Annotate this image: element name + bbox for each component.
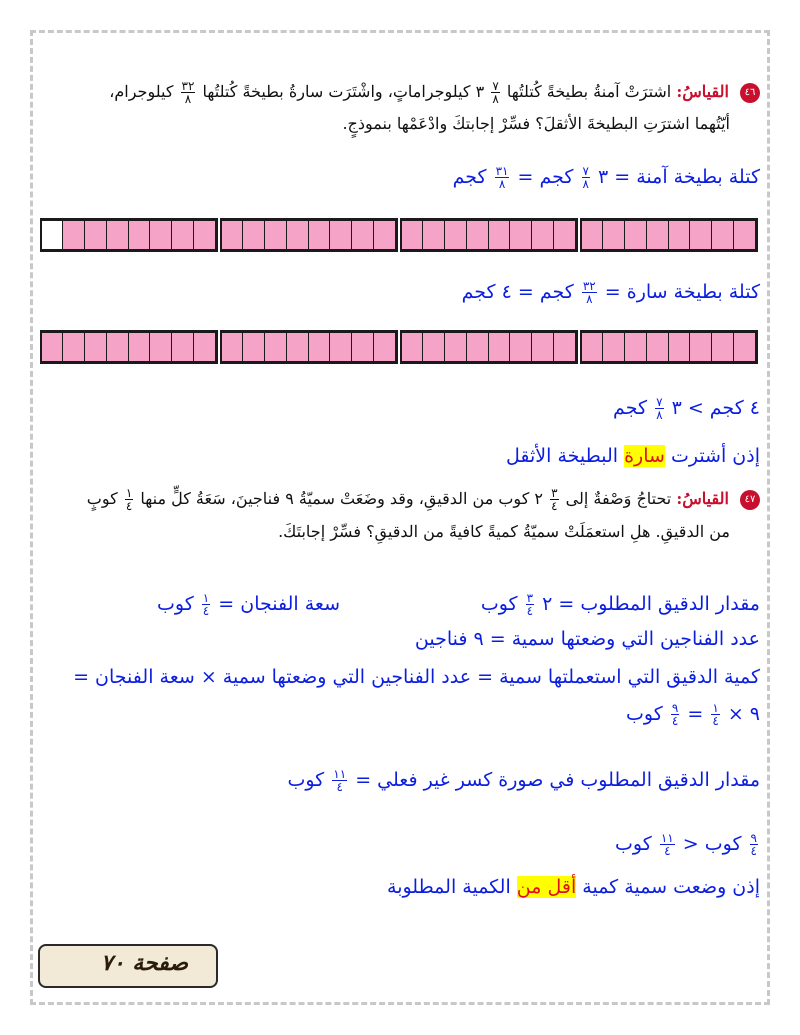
eighth-cell xyxy=(41,332,64,362)
eighth-cell xyxy=(84,220,107,250)
eighth-cell xyxy=(264,332,287,362)
amna-mass-line: كتلة بطيخة آمنة = ٣ $\frac{٧}{٨}$ كجم = $\frac{٣١}{٨}$ كجم xyxy=(452,164,760,191)
eighth-cell xyxy=(733,220,756,250)
eighth-cell xyxy=(84,332,107,362)
problem-46-line1b: ٣ كيلوجراماتٍ، واشْتَرَت سارةُ بطيخةً كُتلتُها xyxy=(202,82,485,101)
eighth-cell xyxy=(466,220,489,250)
page-number-tag xyxy=(38,944,218,988)
eighth-cell xyxy=(193,220,216,250)
eighth-cell xyxy=(221,220,244,250)
eighth-cell xyxy=(308,332,331,362)
eighth-cell xyxy=(351,332,374,362)
eighth-cell xyxy=(624,332,647,362)
eighth-cell xyxy=(581,220,604,250)
eighth-cell xyxy=(128,332,151,362)
eighth-cell xyxy=(373,220,396,250)
sara-mass-line: كتلة بطيخة سارة = $\frac{٣٢}{٨}$ كجم = ٤ كجم xyxy=(461,279,760,306)
page-number: صفحة ٧٠ xyxy=(100,951,188,976)
problem-47-line2: من الدقيقِ. هلِ استعمَلَتْ سميّةُ كميةً كافيةً من الدقيقِ؟ فسِّرْ إجابتَكَ. xyxy=(278,522,730,541)
eighth-cell xyxy=(553,220,576,250)
problem-46-line1c: كيلوجرام، xyxy=(109,82,174,101)
eighth-cell xyxy=(308,220,331,250)
highlight-less: أقل من xyxy=(516,876,577,898)
eighth-cell xyxy=(689,332,712,362)
eighth-cell xyxy=(242,332,265,362)
whole-group xyxy=(220,218,398,252)
problem-46-label: القياسُ: xyxy=(676,82,729,101)
amna-fraction-model xyxy=(40,218,760,252)
eighth-cell xyxy=(646,332,669,362)
eighth-cell xyxy=(509,332,532,362)
cups-count-line: عدد الفناجين التي وضعتها سمية = ٩ فناجين xyxy=(414,628,760,650)
eighth-cell xyxy=(62,332,85,362)
eighth-cell xyxy=(106,220,129,250)
eighth-cell xyxy=(221,332,244,362)
comparison-46: ٤ كجم > ٣ $\frac{٧}{٨}$ كجم xyxy=(613,395,760,422)
eighth-cell xyxy=(171,332,194,362)
eighth-cell xyxy=(422,332,445,362)
whole-group xyxy=(580,330,758,364)
problem-46-number: ٤٦ xyxy=(740,83,760,103)
whole-group xyxy=(220,330,398,364)
eighth-cell xyxy=(531,220,554,250)
problem-46-line1a: اشترَتْ آمنةُ بطيخةً كُتلتُها xyxy=(506,82,672,101)
problem-47-label: القياسُ: xyxy=(676,489,729,508)
eighth-cell xyxy=(242,220,265,250)
problem-46-text: ٤٦ القياسُ: اشترَتْ آمنةُ بطيخةً كُتلتُها $\frac{٧}{٨}$ ٣ كيلوجراماتٍ، واشْتَرَت سارةُ بطيخةً كُتلتُها $\frac{٣٢}{٨}$ كيلوجرام، xyxy=(30,80,760,105)
eighth-cell xyxy=(488,220,511,250)
whole-group xyxy=(40,218,218,252)
whole-group xyxy=(400,218,578,252)
eighth-cell xyxy=(286,220,309,250)
eighth-cell xyxy=(329,220,352,250)
problem-47-text: ٤٧ القياسُ: تحتاجُ وَصْفةٌ إلى $\frac{٣}{٤}$ ٢ كوب من الدقيقِ، وقد وضَعَتْ سميّةُ ٩ فناجينَ، سَعَةُ كلٍّ منها $\frac{١}{٤}$ كوبٍ xyxy=(30,487,760,512)
eighth-cell xyxy=(646,220,669,250)
eighth-cell xyxy=(149,332,172,362)
eighth-cell xyxy=(668,332,691,362)
used-calc-line: ٩ × $\frac{١}{٤}$ = $\frac{٩}{٤}$ كوب xyxy=(626,701,760,728)
eighth-cell xyxy=(41,220,64,250)
eighth-cell xyxy=(689,220,712,250)
eighth-cell xyxy=(106,332,129,362)
whole-group xyxy=(580,218,758,252)
eighth-cell xyxy=(733,332,756,362)
sara-fraction-model xyxy=(40,330,760,364)
conclusion-47: إذن وضعت سمية كمية أقل من الكمية المطلوبة xyxy=(387,876,760,898)
eighth-cell xyxy=(602,220,625,250)
eighth-cell xyxy=(711,220,734,250)
eighth-cell xyxy=(171,220,194,250)
eighth-cell xyxy=(602,332,625,362)
eighth-cell xyxy=(531,332,554,362)
eighth-cell xyxy=(624,220,647,250)
eighth-cell xyxy=(668,220,691,250)
used-formula-line: كمية الدقيق التي استعملتها سمية = عدد الفناجين التي وضعتها سمية × سعة الفنجان = xyxy=(73,666,760,688)
eighth-cell xyxy=(553,332,576,362)
improper-fraction-line: مقدار الدقيق المطلوب في صورة كسر غير فعلي = $\frac{١١}{٤}$ كوب xyxy=(287,767,760,794)
eighth-cell xyxy=(711,332,734,362)
eighth-cell xyxy=(581,332,604,362)
problem-47-number: ٤٧ xyxy=(740,490,760,510)
eighth-cell xyxy=(351,220,374,250)
eighth-cell xyxy=(509,220,532,250)
whole-group xyxy=(400,330,578,364)
eighth-cell xyxy=(466,332,489,362)
conclusion-46: إذن أشترت سارة البطيخة الأثقل xyxy=(506,445,760,467)
highlight-sara: سارة xyxy=(624,445,665,467)
eighth-cell xyxy=(286,332,309,362)
eighth-cell xyxy=(128,220,151,250)
eighth-cell xyxy=(264,220,287,250)
whole-group xyxy=(40,330,218,364)
required-flour-line: مقدار الدقيق المطلوب = ٢ $\frac{٣}{٤}$ كوب xyxy=(480,591,760,618)
eighth-cell xyxy=(193,332,216,362)
eighth-cell xyxy=(62,220,85,250)
eighth-cell xyxy=(488,332,511,362)
eighth-cell xyxy=(444,332,467,362)
eighth-cell xyxy=(401,220,424,250)
eighth-cell xyxy=(422,220,445,250)
problem-46-line2: أيّتُهما اشترَتِ البطيخةَ الأثقلَ؟ فسِّرْ إجابتكَ وادْعَمْها بنموذجٍ. xyxy=(342,114,730,133)
cup-capacity-line: سعة الفنجان = $\frac{١}{٤}$ كوب xyxy=(157,591,340,618)
eighth-cell xyxy=(401,332,424,362)
eighth-cell xyxy=(149,220,172,250)
eighth-cell xyxy=(444,220,467,250)
eighth-cell xyxy=(373,332,396,362)
eighth-cell xyxy=(329,332,352,362)
comparison-47: $\frac{٩}{٤}$ كوب < $\frac{١١}{٤}$ كوب xyxy=(615,831,757,858)
